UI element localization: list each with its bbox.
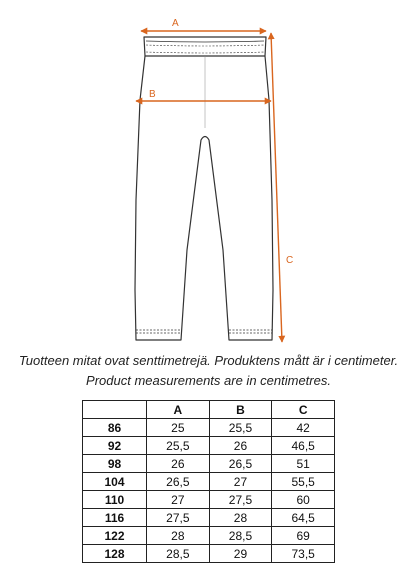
cell-a: 28 xyxy=(147,527,210,545)
cell-c: 55,5 xyxy=(272,473,335,491)
size-cell: 128 xyxy=(83,545,147,563)
size-cell: 116 xyxy=(83,509,147,527)
measurement-arrows xyxy=(136,31,282,342)
size-cell: 104 xyxy=(83,473,147,491)
pants-outline xyxy=(135,37,273,340)
size-cell: 98 xyxy=(83,455,147,473)
table-row xyxy=(83,491,335,509)
header-b: B xyxy=(209,401,272,419)
cell-c: 60 xyxy=(272,491,335,509)
size-cell: 122 xyxy=(83,527,147,545)
cell-b: 28 xyxy=(209,509,272,527)
table-header-row xyxy=(83,401,335,419)
cell-b: 27,5 xyxy=(209,491,272,509)
table-row xyxy=(83,545,335,563)
cell-c: 69 xyxy=(272,527,335,545)
cell-a: 28,5 xyxy=(147,545,210,563)
header-a: A xyxy=(147,401,210,419)
table-row xyxy=(83,419,335,437)
size-cell: 92 xyxy=(83,437,147,455)
cell-a: 26 xyxy=(147,455,210,473)
cell-c: 51 xyxy=(272,455,335,473)
measurement-note-en: Product measurements are in centimetres. xyxy=(86,373,331,388)
cell-a: 25,5 xyxy=(147,437,210,455)
size-table xyxy=(82,400,335,563)
cell-a: 26,5 xyxy=(147,473,210,491)
header-size xyxy=(83,401,147,419)
cell-b: 26 xyxy=(209,437,272,455)
header-c: C xyxy=(272,401,335,419)
cell-b: 29 xyxy=(209,545,272,563)
cell-b: 25,5 xyxy=(209,419,272,437)
cell-c: 73,5 xyxy=(272,545,335,563)
measurement-note-fi-sv: Tuotteen mitat ovat senttimetrejä. Produktens mått är i centimeter. xyxy=(18,353,399,368)
cell-a: 25 xyxy=(147,419,210,437)
size-cell: 110 xyxy=(83,491,147,509)
label-a: A xyxy=(172,18,179,29)
table-row xyxy=(83,473,335,491)
cell-c: 46,5 xyxy=(272,437,335,455)
cell-b: 26,5 xyxy=(209,455,272,473)
table-row xyxy=(83,437,335,455)
cell-a: 27,5 xyxy=(147,509,210,527)
label-b: B xyxy=(149,89,156,100)
cell-c: 64,5 xyxy=(272,509,335,527)
table-row xyxy=(83,455,335,473)
label-c: C xyxy=(286,255,294,266)
table-row xyxy=(83,527,335,545)
cell-b: 28,5 xyxy=(209,527,272,545)
cell-b: 27 xyxy=(209,473,272,491)
table-row xyxy=(83,509,335,527)
cell-c: 42 xyxy=(272,419,335,437)
size-cell: 86 xyxy=(83,419,147,437)
cell-a: 27 xyxy=(147,491,210,509)
